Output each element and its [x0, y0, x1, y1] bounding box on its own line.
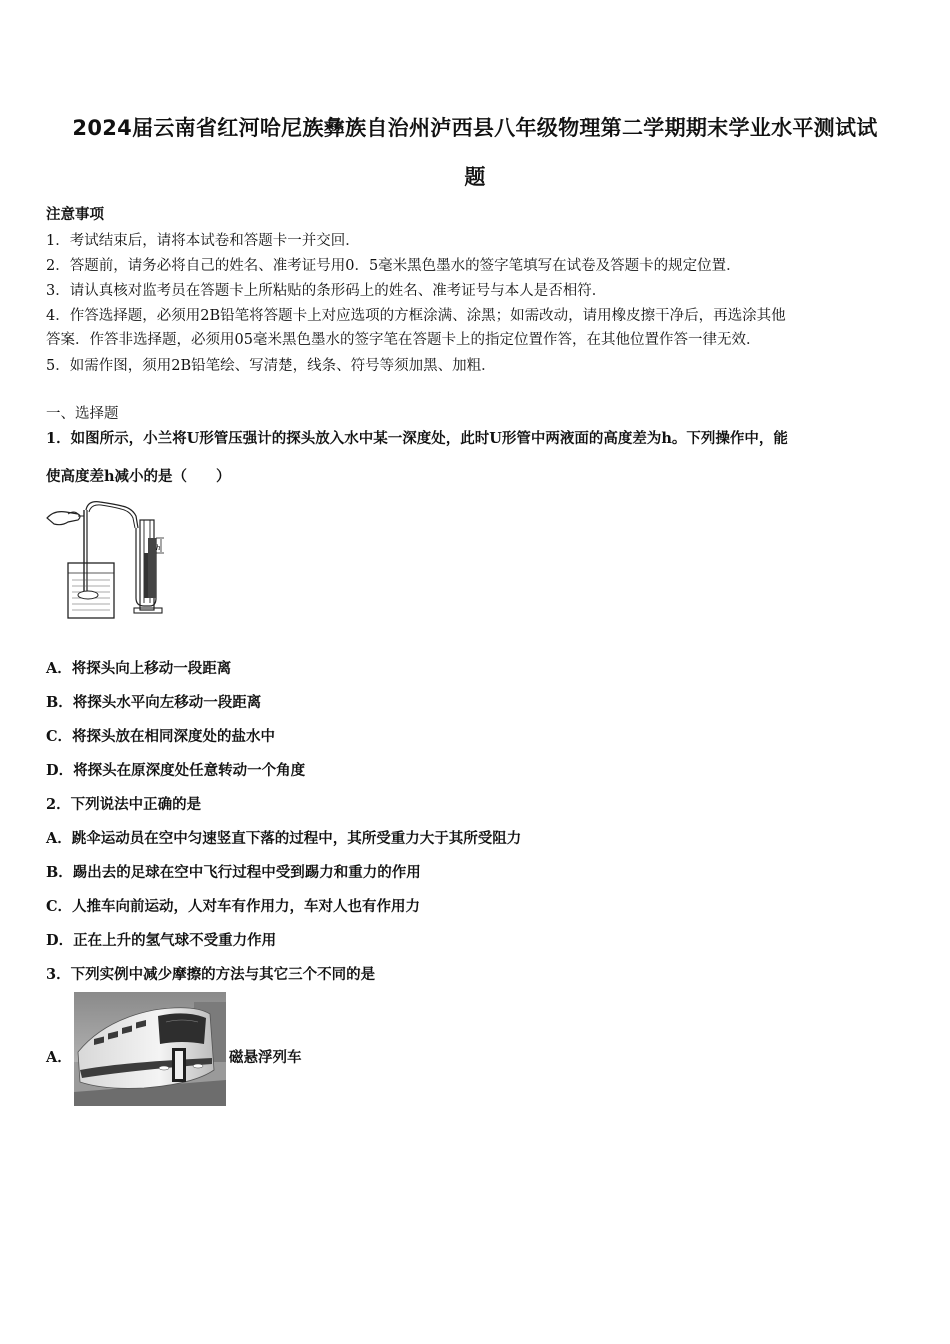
notice-item: 3．请认真核对监考员在答题卡上所粘贴的条形码上的姓名、准考证号与本人是否相符． [46, 283, 607, 299]
q1-option-b: B．将探头水平向左移动一段距离 [46, 694, 262, 711]
q1-option-a: A．将探头向上移动一段距离 [46, 660, 232, 677]
maglev-train-image [74, 992, 226, 1106]
notice-item: 答案．作答非选择题，必须用05毫米黑色墨水的签字笔在答题卡上的指定位置作答，在其他位置作答一律无效． [46, 332, 761, 348]
notice-item: 1．考试结束后，请将本试卷和答题卡一并交回． [46, 233, 360, 249]
page-title-continued: 题 [464, 165, 486, 189]
notice-item: 2．答题前，请务必将自己的姓名、准考证号用0．5毫米黑色墨水的签字笔填写在试卷及答题卡的规定位置． [46, 258, 741, 274]
notice-heading: 注意事项 [46, 206, 104, 223]
page-title: 2024届云南省红河哈尼族彝族自治州泸西县八年级物理第二学期期末学业水平测试试 [72, 116, 878, 140]
q3-stem: 3．下列实例中减少摩擦的方法与其它三个不同的是 [46, 966, 376, 983]
q1-option-c: C．将探头放在相同深度处的盐水中 [46, 728, 276, 745]
q2-option-c: C．人推车向前运动，人对车有作用力，车对人也有作用力 [46, 898, 421, 915]
q3-option-a-letter: A． [46, 1049, 72, 1066]
u-tube-manometer-figure [44, 498, 164, 623]
section-heading: 一、选择题 [46, 406, 119, 422]
q2-option-b: B．踢出去的足球在空中飞行过程中受到踢力和重力的作用 [46, 864, 421, 881]
q2-stem: 2．下列说法中正确的是 [46, 796, 202, 813]
q3-option-a-label: 磁悬浮列车 [229, 1049, 302, 1066]
q1-stem: 1．如图所示，小兰将U形管压强计的探头放入水中某一深度处，此时U形管中两液面的高度差为h。下列操作中，能 [46, 430, 788, 447]
notice-item: 5．如需作图，须用2B铅笔绘、写清楚，线条、符号等须加黑、加粗． [46, 358, 496, 374]
q1-option-d: D．将探头在原深度处任意转动一个角度 [46, 762, 306, 779]
height-label-h: h [156, 544, 161, 552]
notice-item: 4．作答选择题，必须用2B铅笔将答题卡上对应选项的方框涂满、涂黑；如需改动，请用橡皮擦干净后，再选涂其他 [46, 308, 786, 324]
q1-stem-continued: 使高度差h减小的是（ ） [46, 468, 231, 485]
q2-option-a: A．跳伞运动员在空中匀速竖直下落的过程中，其所受重力大于其所受阻力 [46, 830, 522, 847]
q2-option-d: D．正在上升的氢气球不受重力作用 [46, 932, 277, 949]
